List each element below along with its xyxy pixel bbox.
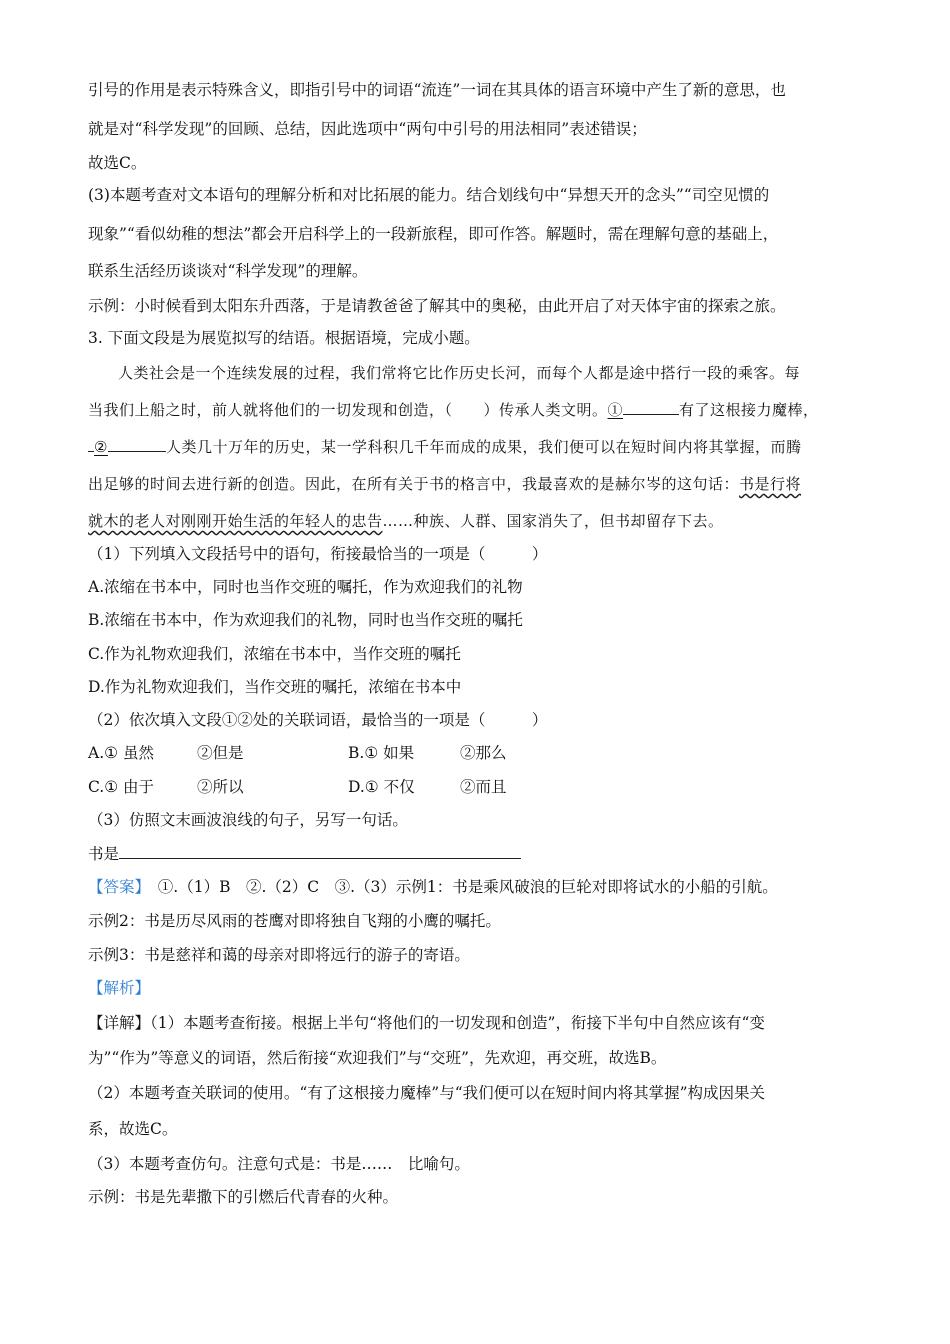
analysis-tag: 【解析】 <box>88 979 151 997</box>
passage-line <box>88 400 819 420</box>
option-d: D.作为礼物欢迎我们，当作交班的嘱托，浓缩在书本中 <box>88 678 462 696</box>
wavy-sentence: 就木的老人对刚刚开始生活的年轻人的忠告 <box>88 512 383 530</box>
passage-text: 有了这根接力魔棒， <box>679 401 819 419</box>
option-b: B.① 如果 <box>348 744 415 762</box>
passage-line <box>88 474 801 494</box>
option-a: A.① 虽然 <box>88 744 154 762</box>
answer-line <box>88 844 521 864</box>
option-d: D.① 不仅 <box>348 778 415 796</box>
answer-prefix: 书是 <box>88 845 120 863</box>
text-line: 引号的作用是表示特殊含义，即指引号中的词语“流连”一词在其具体的语言环境中产生了新的意思，也 <box>88 81 786 99</box>
answer-blank <box>119 844 521 859</box>
blank-marker-1: ① <box>607 401 624 419</box>
answer-text: ①.（1）B ②.（2）C ③.（3）示例1：书是乘风破浪的巨轮对即将试水的小船的引航。 <box>157 878 778 896</box>
blank-2 <box>108 437 166 452</box>
option-c-part2: ②所以 <box>197 778 244 796</box>
passage-line <box>88 511 724 531</box>
analysis-line: 系，故选C。 <box>88 1120 178 1138</box>
analysis-line: 为”“作为”等意义的词语，然后衔接“欢迎我们”与“交班”，先欢迎，再交班，故选B。 <box>88 1049 667 1067</box>
text-line: (3)本题考查对文本语句的理解分析和对比拓展的能力。结合划线句中“异想天开的念头”“司空见惯的 <box>88 186 770 204</box>
analysis-line: （3）本题考查仿句。注意句式是：书是…… 比喻句。 <box>88 1155 470 1173</box>
text-line: 示例：小时候看到太阳东升西落，于是请教爸爸了解其中的奥秘，由此开启了对天体宇宙的探索之旅。 <box>88 297 786 315</box>
blank-marker-2: ② <box>94 438 108 456</box>
option-c: C.① 由于 <box>88 778 155 796</box>
option-c: C.作为礼物欢迎我们，浓缩在书本中，当作交班的嘱托 <box>88 645 461 663</box>
text-line: 现象”“看似幼稚的想法”都会开启科学上的一段新旅程，即可作答。解题时，需在理解句意的基础上， <box>88 225 779 243</box>
option-d-part2: ②而且 <box>460 778 507 796</box>
answer-example: 示例2：书是历尽风雨的苍鹰对即将独自飞翔的小鹰的嘱托。 <box>88 912 501 930</box>
subquestion-2: （2）依次填入文段①②处的关联词语，最恰当的一项是（ ） <box>88 711 548 729</box>
passage-text: 出足够的时间去进行新的创造。因此，在所有关于书的格言中，我最喜欢的是赫尔岑的这句话： <box>88 475 740 493</box>
text-line: 联系生活经历谈谈对“科学发现”的理解。 <box>88 262 368 280</box>
subquestion-1: （1）下列填入文段括号中的语句，衔接最恰当的一项是（ ） <box>88 545 548 563</box>
option-a-part2: ②但是 <box>197 744 244 762</box>
passage-line <box>88 437 801 457</box>
option-a: A.浓缩在书本中，同时也当作交班的嘱托，作为欢迎我们的礼物 <box>88 578 523 596</box>
analysis-line: 【详解】（1）本题考查衔接。根据上半句“将他们的一切发现和创造”，衔接下半句中自然应该有“变 <box>88 1014 765 1032</box>
subquestion-3: （3）仿照文末画波浪线的句子，另写一句话。 <box>88 811 408 829</box>
analysis-line: （2）本题考查关联词的使用。“有了这根接力魔棒”与“我们便可以在短时间内将其掌握”构成因果关 <box>88 1084 766 1102</box>
answer-row <box>88 877 778 897</box>
option-b-part2: ②那么 <box>460 744 507 762</box>
passage-line: 人类社会是一个连续发展的过程，我们常将它比作历史长河，而每个人都是途中搭行一段的乘客。每 <box>118 364 801 382</box>
text-line: 故选C。 <box>88 154 147 172</box>
passage-text: ……种族、人群、国家消失了，但书却留存下去。 <box>382 512 724 530</box>
answer-tag: 【答案】 <box>88 878 143 896</box>
blank-1 <box>623 400 679 415</box>
wavy-sentence: 书是行将 <box>739 475 802 493</box>
question-title: 3. 下面文段是为展览拟写的结语。根据语境，完成小题。 <box>88 329 480 347</box>
passage-text: 当我们上船之时，前人就将他们的一切发现和创造，（ ）传承人类文明。 <box>88 401 608 419</box>
passage-text: 人类几十万年的历史，某一学科积几千年而成的成果，我们便可以在短时间内将其掌握，而腾 <box>165 438 802 456</box>
option-b: B.浓缩在书本中，作为欢迎我们的礼物，同时也当作交班的嘱托 <box>88 611 523 629</box>
answer-example: 示例3：书是慈祥和蔼的母亲对即将远行的游子的寄语。 <box>88 946 470 964</box>
analysis-line: 示例：书是先辈撒下的引燃后代青春的火种。 <box>88 1188 399 1206</box>
text-line: 就是对“科学发现”的回顾、总结，因此选项中“两句中引号的用法相同”表述错误； <box>88 120 647 138</box>
